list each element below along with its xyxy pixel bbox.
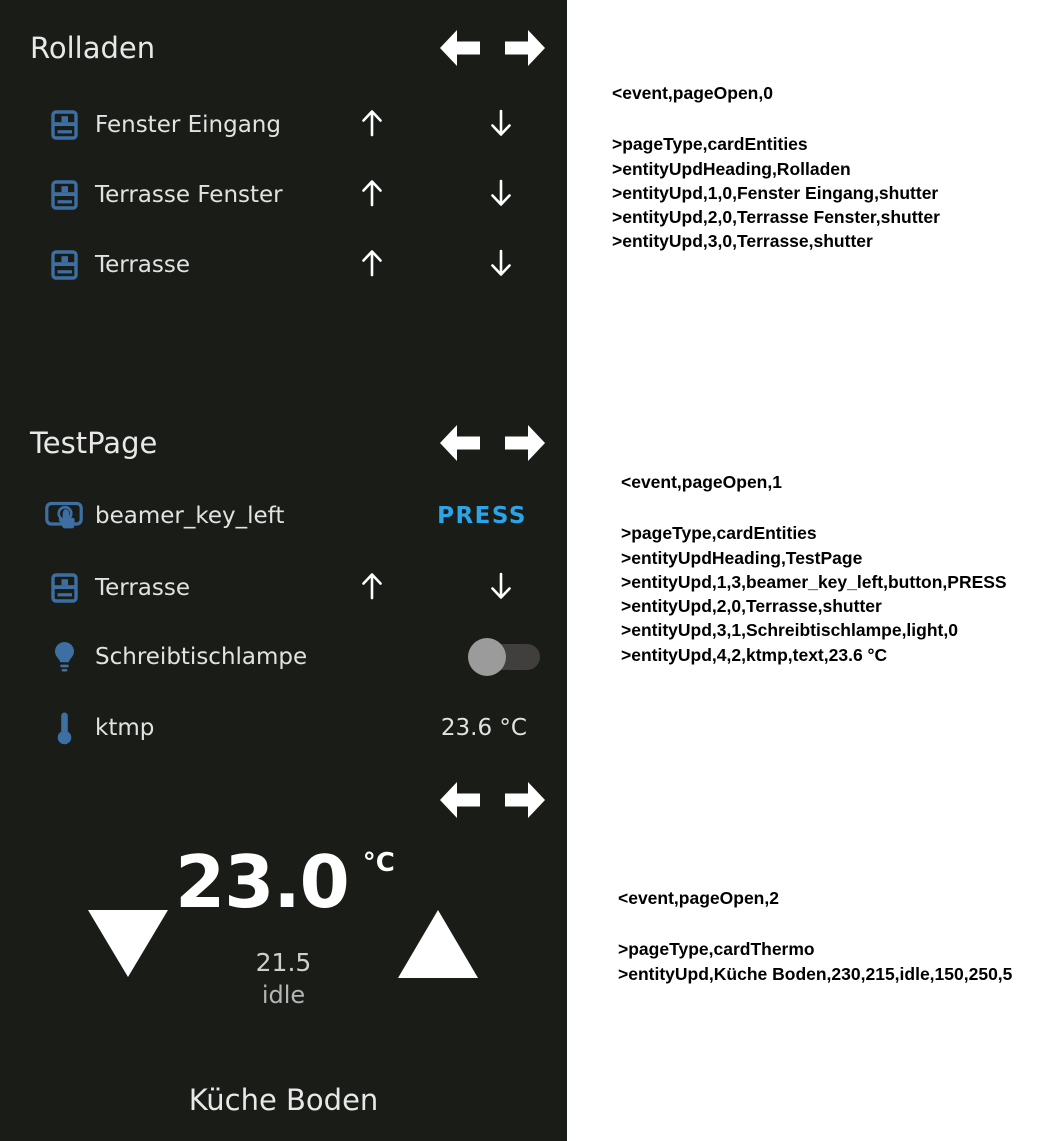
nav-next-button[interactable] bbox=[505, 29, 545, 67]
log-line: >entityUpd,1,3,beamer_key_left,button,PRESS bbox=[621, 571, 1007, 592]
gesture-tap-button-icon bbox=[44, 500, 84, 533]
page-title: TestPage bbox=[30, 426, 158, 460]
log-line: >entityUpd,Küche Boden,230,215,idle,150,250,5 bbox=[618, 963, 1013, 984]
log-event-line: <event,pageOpen,0 bbox=[612, 83, 773, 103]
temperature-unit: °C bbox=[362, 848, 395, 878]
entity-row bbox=[0, 553, 567, 623]
log-line: >pageType,cardEntities bbox=[621, 523, 817, 544]
serial-log-block-3 bbox=[618, 886, 1012, 986]
arrow-left-icon bbox=[440, 424, 480, 462]
entity-label: Terrasse Fenster bbox=[95, 182, 283, 208]
entity-label: Terrasse bbox=[95, 575, 191, 601]
thermostat-title: Küche Boden bbox=[188, 1083, 379, 1117]
arrow-right-icon bbox=[505, 29, 545, 67]
log-line: >entityUpd,2,0,Terrasse,shutter bbox=[621, 596, 882, 617]
log-line: >entityUpd,2,0,Terrasse Fenster,shutter bbox=[612, 207, 940, 228]
light-toggle-switch[interactable] bbox=[478, 644, 540, 670]
serial-log-block-1 bbox=[612, 81, 940, 254]
window-shutter-icon bbox=[44, 110, 84, 140]
current-temperature bbox=[60, 840, 510, 924]
lightbulb-icon bbox=[44, 641, 84, 673]
entity-label: Terrasse bbox=[95, 252, 191, 278]
entity-label: Fenster Eingang bbox=[95, 112, 281, 138]
press-button[interactable]: PRESS bbox=[437, 503, 527, 529]
log-event-line: <event,pageOpen,1 bbox=[621, 472, 782, 492]
nav-next-button[interactable] bbox=[505, 781, 545, 819]
entity-label: beamer_key_left bbox=[95, 503, 285, 529]
current-temperature-value: 23.0 bbox=[175, 840, 349, 924]
log-event-line: <event,pageOpen,2 bbox=[618, 888, 779, 908]
shutter-down-button[interactable] bbox=[487, 178, 515, 212]
log-line: >pageType,cardThermo bbox=[618, 939, 815, 960]
entity-row bbox=[0, 230, 567, 300]
log-line: >entityUpd,3,0,Terrasse,shutter bbox=[612, 231, 873, 252]
shutter-up-button[interactable] bbox=[358, 108, 386, 142]
log-line: >entityUpd,3,1,Schreibtischlampe,light,0 bbox=[621, 620, 958, 641]
toggle-knob bbox=[468, 638, 506, 676]
shutter-up-button[interactable] bbox=[358, 571, 386, 605]
shutter-down-button[interactable] bbox=[487, 108, 515, 142]
shutter-down-button[interactable] bbox=[487, 248, 515, 282]
serial-log-block-2 bbox=[621, 470, 1007, 667]
arrow-left-icon bbox=[440, 781, 480, 819]
log-line: >entityUpd,4,2,ktmp,text,23.6 °C bbox=[621, 644, 888, 665]
shutter-up-button[interactable] bbox=[358, 178, 386, 212]
arrow-right-icon bbox=[505, 424, 545, 462]
entity-row bbox=[0, 622, 567, 692]
nav-next-button[interactable] bbox=[505, 424, 545, 462]
log-line: >pageType,cardEntities bbox=[612, 134, 808, 155]
window-shutter-icon bbox=[44, 250, 84, 280]
log-line: >entityUpdHeading,Rolladen bbox=[612, 158, 851, 179]
thermostat-state: idle bbox=[261, 981, 306, 1009]
arrow-right-icon bbox=[505, 781, 545, 819]
sensor-value: 23.6 °C bbox=[440, 715, 527, 741]
entity-label: Schreibtischlampe bbox=[95, 644, 308, 670]
page-title: Rolladen bbox=[30, 31, 156, 65]
nav-prev-button[interactable] bbox=[440, 424, 480, 462]
entity-row bbox=[0, 90, 567, 160]
nav-prev-button[interactable] bbox=[440, 781, 480, 819]
window-shutter-icon bbox=[44, 573, 84, 603]
entity-row bbox=[0, 693, 567, 763]
shutter-down-button[interactable] bbox=[487, 571, 515, 605]
thermometer-icon bbox=[44, 711, 84, 745]
log-line: >entityUpdHeading,TestPage bbox=[621, 547, 863, 568]
entity-row bbox=[0, 160, 567, 230]
log-line: >entityUpd,1,0,Fenster Eingang,shutter bbox=[612, 182, 939, 203]
nav-prev-button[interactable] bbox=[440, 29, 480, 67]
arrow-left-icon bbox=[440, 29, 480, 67]
shutter-up-button[interactable] bbox=[358, 248, 386, 282]
entity-row bbox=[0, 481, 567, 551]
setpoint-temperature: 21.5 bbox=[255, 948, 312, 977]
window-shutter-icon bbox=[44, 180, 84, 210]
entity-label: ktmp bbox=[95, 715, 155, 741]
